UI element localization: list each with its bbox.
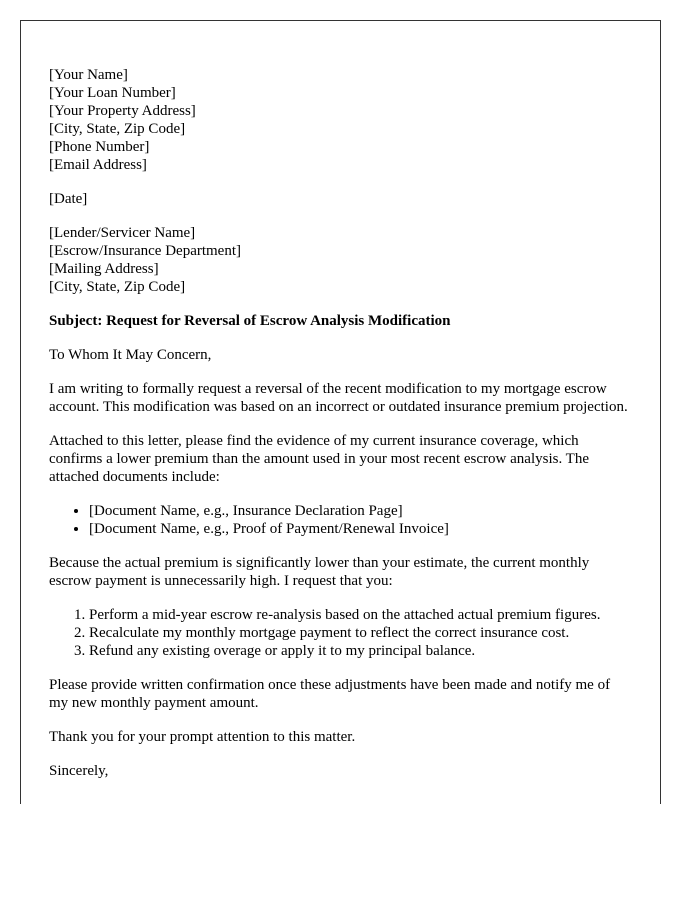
closing: Sincerely,: [49, 763, 109, 779]
recipient-line: [City, State, Zip Code]: [49, 279, 186, 295]
request-item: 2. Recalculate my monthly mortgage payment to reflect the correct insurance cost.: [89, 624, 632, 642]
date: [Date]: [49, 191, 88, 207]
sender-line: [City, State, Zip Code]: [49, 121, 186, 137]
subject-line: Subject: Request for Reversal of Escrow Analysis Modification: [49, 313, 451, 329]
document-item: • [Document Name, e.g., Insurance Declaration Page]: [89, 502, 632, 520]
paragraph: Thank you for your prompt attention to this matter.: [49, 729, 356, 745]
paragraph: Because the actual premium is significantly lower than your estimate, the current monthly escrow payment is unnecessarily high. I request that you:: [49, 555, 590, 589]
paragraph: I am writing to formally request a reversal of the recent modification to my mortgage escrow account. This modification was based on an incorrect or outdated insurance premium projection.: [49, 381, 628, 415]
sender-line: [Your Property Address]: [49, 103, 196, 119]
salutation: To Whom It May Concern,: [49, 347, 212, 363]
sender-line: [Your Name]: [49, 67, 128, 83]
sender-line: [Your Loan Number]: [49, 85, 176, 101]
recipient-line: [Escrow/Insurance Department]: [49, 243, 241, 259]
sender-line: [Email Address]: [49, 157, 147, 173]
requests-list: [49, 606, 632, 660]
sender-line: [Phone Number]: [49, 139, 150, 155]
paragraph: Please provide written confirmation once these adjustments have been made and notify me of my new monthly payment amount.: [49, 677, 611, 711]
recipient-line: [Lender/Servicer Name]: [49, 225, 196, 241]
letter-page: [20, 20, 661, 804]
request-item: 1. Perform a mid-year escrow re-analysis based on the attached actual premium figures.: [89, 606, 632, 624]
recipient-line: [Mailing Address]: [49, 261, 159, 277]
document-item: • [Document Name, e.g., Proof of Payment/Renewal Invoice]: [89, 520, 632, 538]
request-item: 3. Refund any existing overage or apply it to my principal balance.: [89, 642, 632, 660]
paragraph: Attached to this letter, please find the evidence of my current insurance coverage, which confirms a lower premium than the amount used in your most recent escrow analysis. The attached documents include:: [49, 433, 589, 485]
documents-list: [49, 502, 632, 538]
